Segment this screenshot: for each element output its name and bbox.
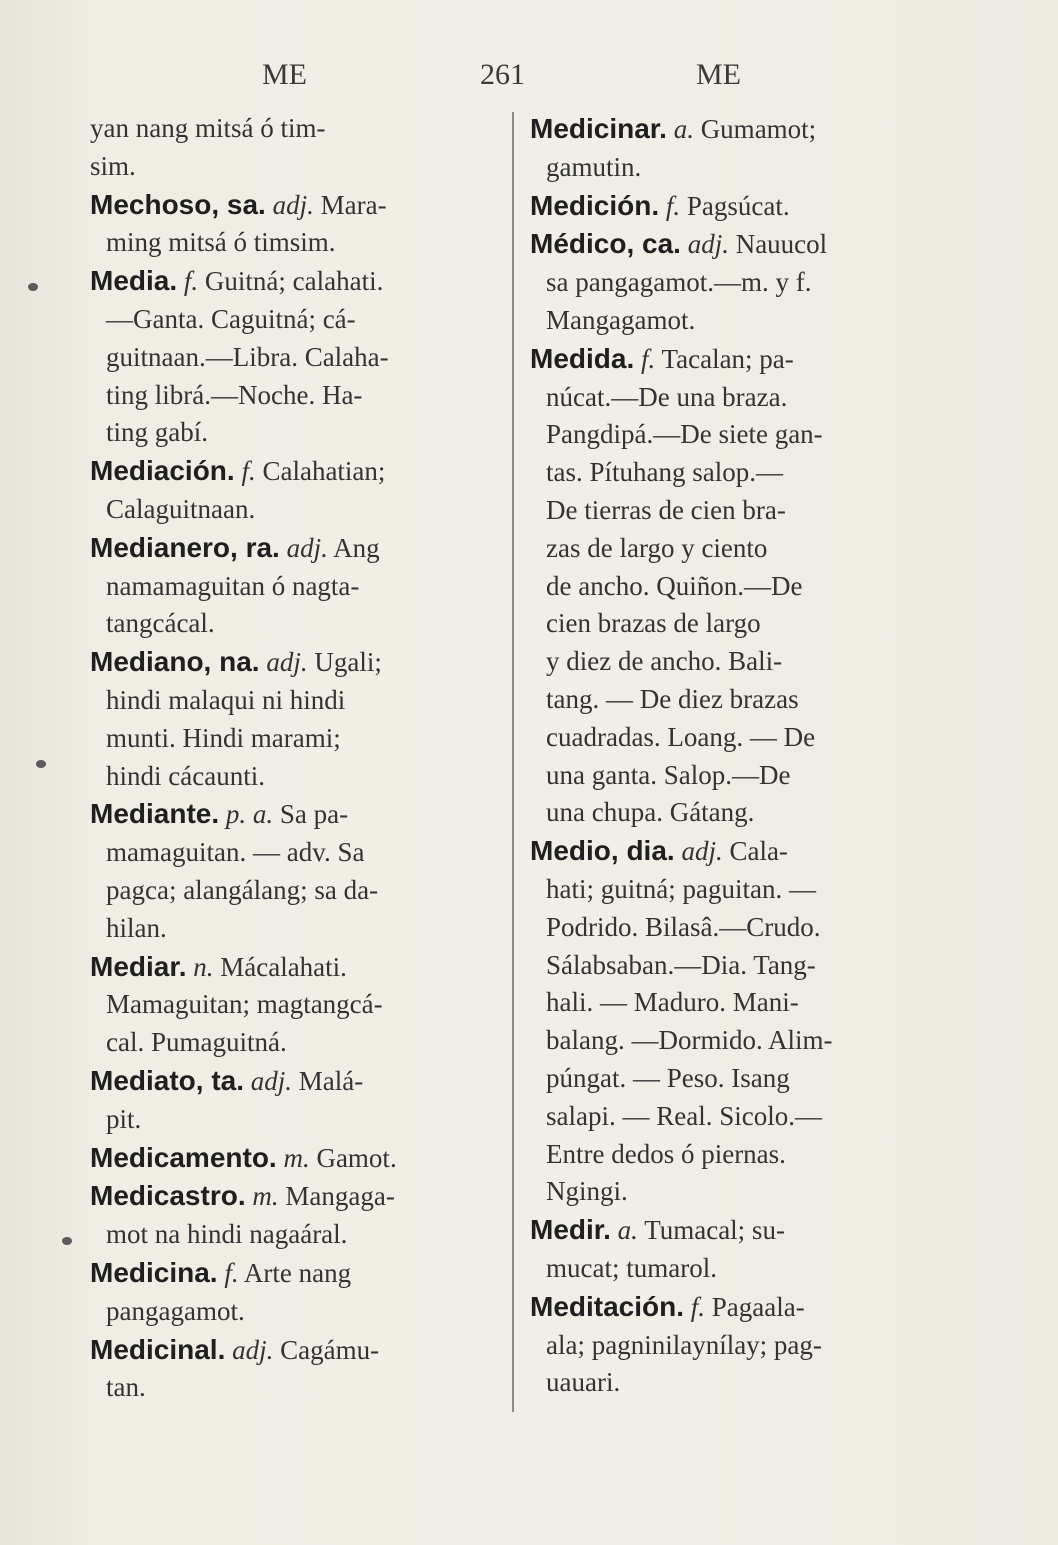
definition-line: yan nang mitsá ó tim- <box>90 113 326 143</box>
grammar-label: p. a. <box>225 799 274 830</box>
grammar-label: f. <box>183 266 199 297</box>
definition-start: Gumamot; <box>700 114 817 144</box>
grammar-label: adj. <box>687 229 729 260</box>
grammar-label: f. <box>224 1257 239 1288</box>
page-number: 261 <box>480 58 525 91</box>
definition-line: cien brazas de largo <box>546 608 761 639</box>
definition-line: cal. Pumaguitná. <box>106 1027 287 1058</box>
definition-line: Podrido. Bilasâ.—Crudo. <box>546 911 821 942</box>
entry-first-line <box>530 832 948 871</box>
entry-first-line <box>90 795 498 834</box>
definition-line: mamaguitan. — adv. Sa <box>106 837 365 868</box>
headword: Medicamento. <box>90 1141 277 1173</box>
definition-line: hati; guitná; paguitan. — <box>546 873 816 904</box>
definition-line: balang. —Dormido. Alim- <box>546 1025 833 1056</box>
entry-first-line <box>90 262 498 301</box>
definition-line: ting gabí. <box>106 417 208 448</box>
definition-line: y diez de ancho. Bali- <box>546 646 783 677</box>
grammar-label: n. <box>193 951 214 982</box>
definition-line: sa pangagamot.—m. y f. <box>546 267 812 298</box>
grammar-label: m. <box>252 1181 279 1212</box>
definition-line: gamutin. <box>546 151 642 182</box>
headword: Medio, dia. <box>530 835 675 867</box>
definition-line: tan. <box>106 1372 146 1403</box>
definition-line: Calaguitnaan. <box>106 493 256 524</box>
right-column <box>530 110 948 1402</box>
entry-first-line <box>530 187 948 226</box>
dictionary-entry <box>530 187 948 226</box>
dictionary-entry <box>90 1062 498 1139</box>
definition-line: Sálabsaban.—Dia. Tang- <box>546 949 816 980</box>
dictionary-entry <box>90 1139 498 1178</box>
headword: Media. <box>90 265 178 297</box>
grammar-label: adj. <box>250 1065 293 1096</box>
ink-speck <box>28 283 38 291</box>
headword: Medicinal. <box>90 1333 226 1365</box>
definition-line: Ngingi. <box>546 1176 628 1207</box>
definition-line: tang. — De diez brazas <box>546 683 799 714</box>
definition-line: ala; pagninilaynílay; pag- <box>546 1329 822 1360</box>
entry-first-line <box>90 643 498 682</box>
dictionary-entry <box>530 1288 948 1402</box>
headword: Medianero, ra. <box>90 531 280 563</box>
ink-speck <box>36 760 46 768</box>
entry-first-line <box>90 948 498 987</box>
dictionary-entry <box>90 1177 498 1254</box>
dictionary-entry <box>530 110 948 187</box>
definition-line: hilan. <box>106 912 167 943</box>
definition-line: cuadradas. Loang. — De <box>546 721 816 752</box>
definition-line: pit. <box>106 1103 142 1134</box>
definition-line: —Ganta. Caguitná; cá- <box>106 303 356 334</box>
left-column <box>90 110 498 1407</box>
definition-line: de ancho. Quiñon.—De <box>546 570 803 601</box>
grammar-label: adj. <box>266 647 308 678</box>
definition-line: munti. Hindi marami; <box>106 722 341 753</box>
dictionary-entry <box>90 186 498 263</box>
definition-line: ting librá.—Noche. Ha- <box>106 379 363 410</box>
ink-speck <box>62 1237 72 1245</box>
definition-line: pangagamot. <box>106 1295 245 1326</box>
dictionary-entry <box>90 795 498 947</box>
dictionary-entry <box>90 529 498 643</box>
headword: Médico, ca. <box>530 228 681 260</box>
entry-first-line <box>90 186 498 225</box>
dictionary-entry <box>90 948 498 1062</box>
definition-line: mucat; tumarol. <box>546 1252 717 1283</box>
definition-start: Arte nang <box>243 1257 352 1288</box>
grammar-label: f. <box>690 1291 706 1322</box>
definition-start: Cala- <box>729 836 788 867</box>
entry-first-line <box>90 452 498 491</box>
dictionary-entry <box>90 262 498 452</box>
grammar-label: a. <box>617 1215 638 1246</box>
definition-start: Mácalahati. <box>220 951 347 982</box>
column-divider <box>512 112 514 1412</box>
headword: Mediante. <box>90 798 220 830</box>
grammar-label: f. <box>241 456 256 487</box>
definition-line: púngat. — Peso. Isang <box>546 1062 790 1093</box>
headword: Medida. <box>530 342 635 374</box>
grammar-label: adj. <box>681 836 723 867</box>
definition-line: Mangagamot. <box>546 304 696 335</box>
dictionary-entry <box>530 832 948 1211</box>
dictionary-entry <box>90 643 498 795</box>
definition-start: Pagaala- <box>711 1291 805 1322</box>
entry-first-line <box>530 110 948 149</box>
definition-start: Tumacal; su- <box>644 1215 785 1246</box>
headword: Medir. <box>530 1214 611 1246</box>
grammar-label: a. <box>673 114 694 144</box>
definition-line: una chupa. Gátang. <box>546 797 755 828</box>
headword: Medicastro. <box>90 1180 246 1212</box>
dictionary-entry <box>530 225 948 339</box>
entry-first-line <box>90 529 498 568</box>
grammar-label: f. <box>640 343 656 374</box>
definition-line: pagca; alangálang; sa da- <box>106 874 379 905</box>
definition-start: Guitná; calahati. <box>204 266 384 297</box>
dictionary-entry <box>90 1254 498 1331</box>
headword: Mechoso, sa. <box>90 188 266 220</box>
header-left-guide: ME <box>262 58 307 91</box>
definition-line: guitnaan.—Libra. Calaha- <box>106 341 389 372</box>
definition-start: Ugali; <box>314 647 382 678</box>
grammar-label: m. <box>283 1142 310 1173</box>
grammar-label: f. <box>665 190 681 221</box>
definition-line: ming mitsá ó timsim. <box>106 227 336 258</box>
entry-first-line <box>530 340 948 379</box>
definition-start: Sa pa- <box>279 799 349 830</box>
entry-first-line <box>530 1211 948 1250</box>
definition-line: tas. Pítuhang salop.— <box>546 457 783 488</box>
definition-start: Ang <box>333 532 380 563</box>
headword: Mediación. <box>90 455 235 487</box>
definition-start: Gamot. <box>316 1142 397 1173</box>
page-header <box>0 58 1058 98</box>
entry-first-line <box>90 1331 498 1370</box>
headword: Mediar. <box>90 950 187 982</box>
dictionary-entry <box>530 340 948 832</box>
dictionary-entry <box>90 110 498 186</box>
entry-first-line <box>90 1177 498 1216</box>
grammar-label: adj. <box>286 532 328 563</box>
grammar-label: adj. <box>232 1334 274 1365</box>
entry-first-line <box>90 1139 498 1178</box>
definition-line: sim. <box>90 150 136 181</box>
definition-start: Mara- <box>320 189 387 220</box>
definition-line: hindi malaqui ni hindi <box>106 684 346 715</box>
definition-line: tangcácal. <box>106 608 215 639</box>
headword: Mediano, na. <box>90 646 260 678</box>
headword: Medición. <box>530 189 660 221</box>
definition-line: uauari. <box>546 1367 621 1398</box>
definition-start: Calahatian; <box>262 456 386 487</box>
definition-start: Malá- <box>298 1065 364 1096</box>
definition-line: Pangdipá.—De siete gan- <box>546 419 823 450</box>
entry-first-line <box>90 1254 498 1293</box>
header-right-guide: ME <box>696 58 741 91</box>
dictionary-entry <box>90 452 498 529</box>
headword: Medicina. <box>90 1256 218 1288</box>
definition-line: hali. — Maduro. Mani- <box>546 987 799 1018</box>
definition-start: Mangaga- <box>285 1181 395 1212</box>
definition-line: De tierras de cien bra- <box>546 494 786 525</box>
definition-line: Entre dedos ó piernas. <box>546 1138 786 1169</box>
definition-line: namamaguitan ó nagta- <box>106 570 360 601</box>
headword: Mediato, ta. <box>90 1064 245 1096</box>
definition-line: una ganta. Salop.—De <box>546 759 791 790</box>
headword: Meditación. <box>530 1290 685 1322</box>
entry-first-line <box>90 1062 498 1101</box>
definition-start: Tacalan; pa- <box>661 343 794 374</box>
dictionary-entry <box>90 1331 498 1408</box>
definition-line: salapi. — Real. Sicolo.— <box>546 1100 822 1131</box>
definition-start: Nauucol <box>735 229 828 260</box>
definition-line: núcat.—De una braza. <box>546 381 788 412</box>
grammar-label: adj. <box>272 189 314 220</box>
definition-line: zas de largo y ciento <box>546 532 768 563</box>
definition-start: Pagsúcat. <box>686 190 790 221</box>
definition-line: hindi cácaunti. <box>106 760 265 791</box>
definition-line: mot na hindi nagaáral. <box>106 1219 348 1250</box>
entry-first-line <box>530 225 948 264</box>
entry-first-line <box>530 1288 948 1327</box>
definition-line: Mamaguitan; magtangcá- <box>106 989 383 1020</box>
headword: Medicinar. <box>530 113 667 144</box>
dictionary-entry <box>530 1211 948 1288</box>
definition-start: Cagámu- <box>280 1334 380 1365</box>
